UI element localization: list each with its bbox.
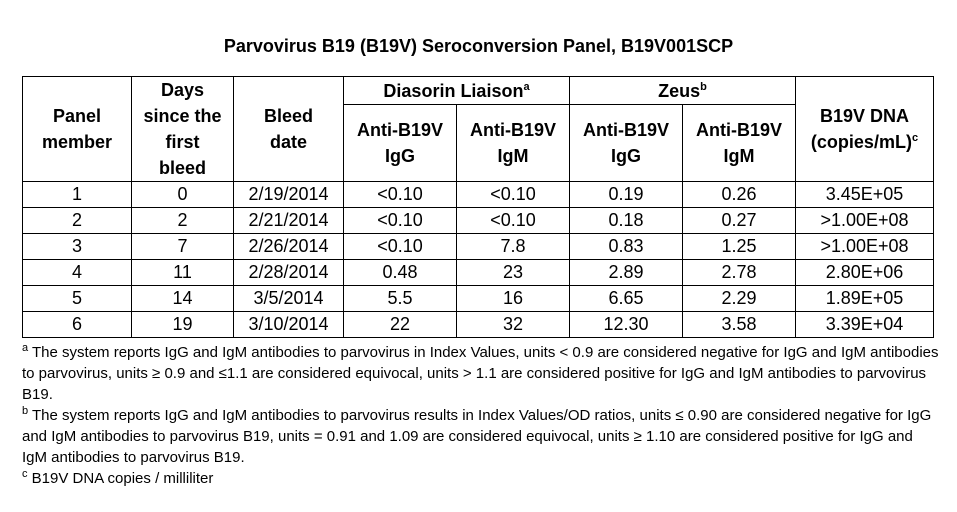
cell-bleed-date: 2/26/2014 (234, 234, 344, 260)
cell-diasorin-igg: <0.10 (344, 234, 457, 260)
footnotes (22, 342, 942, 489)
header-b19v-dna: B19V DNA (copies/mL)$^c$ (796, 77, 934, 182)
cell-dna: 3.39E+04 (796, 312, 934, 338)
cell-zeus-igm: 3.58 (683, 312, 796, 338)
table-row (23, 234, 934, 260)
cell-zeus-igm: 1.25 (683, 234, 796, 260)
cell-diasorin-igm: <0.10 (457, 182, 570, 208)
cell-diasorin-igg: 5.5 (344, 286, 457, 312)
page-title: Parvovirus B19 (B19V) Seroconversion Panel, B19V001SCP (223, 36, 734, 56)
cell-zeus-igg: 6.65 (570, 286, 683, 312)
header-zeus: Zeus$^b$ (570, 77, 796, 105)
cell-panel-member: 1 (23, 182, 132, 208)
cell-diasorin-igm: 7.8 (457, 234, 570, 260)
cell-zeus-igg: 12.30 (570, 312, 683, 338)
cell-diasorin-igm: 16 (457, 286, 570, 312)
cell-bleed-date: 3/10/2014 (234, 312, 344, 338)
seroconversion-table (22, 76, 934, 338)
cell-dna: >1.00E+08 (796, 208, 934, 234)
cell-dna: >1.00E+08 (796, 234, 934, 260)
cell-panel-member: 3 (23, 234, 132, 260)
header-diasorin-igm: Anti-B19V IgM (457, 105, 570, 182)
cell-panel-member: 2 (23, 208, 132, 234)
footnote-b: $^b$ The system reports IgG and IgM antibodies to parvovirus results in Index Values/OD ratios, units ≤ 0.90 are considered negative for IgG and IgM antibodies to parvovirus B19, units = 0.91 and 1.09 are considered equivocal, units ≥ 1.10 are considered positive for IgG and IgM antibodies to parvovirus B19. (22, 405, 932, 466)
cell-diasorin-igm: 32 (457, 312, 570, 338)
footnote-a: $^a$ The system reports IgG and IgM antibodies to parvovirus in Index Values, units < 0.9 are considered negative for IgG and IgM antibodies to parvovirus, units ≥ 0.9 and ≤1.1 are considered equivocal, units > 1.1 are considered positive for IgG and IgM antibodies to parvovirus B19. (22, 342, 939, 403)
cell-diasorin-igg: <0.10 (344, 182, 457, 208)
cell-zeus-igg: 0.19 (570, 182, 683, 208)
cell-zeus-igm: 0.26 (683, 182, 796, 208)
cell-bleed-date: 2/21/2014 (234, 208, 344, 234)
header-days: Days since the first bleed (132, 77, 234, 182)
table-row (23, 208, 934, 234)
header-diasorin-liaison: Diasorin Liaison$^a$ (344, 77, 570, 105)
table-row (23, 260, 934, 286)
cell-bleed-date: 2/19/2014 (234, 182, 344, 208)
cell-zeus-igg: 2.89 (570, 260, 683, 286)
cell-days: 11 (132, 260, 234, 286)
cell-dna: 1.89E+05 (796, 286, 934, 312)
cell-diasorin-igg: 0.48 (344, 260, 457, 286)
header-zeus-igg: Anti-B19V IgG (570, 105, 683, 182)
cell-days: 0 (132, 182, 234, 208)
cell-days: 19 (132, 312, 234, 338)
table-row (23, 182, 934, 208)
header-zeus-igm: Anti-B19V IgM (683, 105, 796, 182)
cell-zeus-igg: 0.83 (570, 234, 683, 260)
cell-diasorin-igm: <0.10 (457, 208, 570, 234)
header-panel-member: Panel member (23, 77, 132, 182)
cell-bleed-date: 3/5/2014 (234, 286, 344, 312)
cell-zeus-igm: 2.29 (683, 286, 796, 312)
cell-days: 7 (132, 234, 234, 260)
cell-zeus-igm: 0.27 (683, 208, 796, 234)
cell-bleed-date: 2/28/2014 (234, 260, 344, 286)
cell-days: 2 (132, 208, 234, 234)
cell-zeus-igm: 2.78 (683, 260, 796, 286)
footnote-c: $^c$ B19V DNA copies / milliliter (22, 468, 214, 487)
table-row (23, 286, 934, 312)
cell-dna: 3.45E+05 (796, 182, 934, 208)
header-bleed-date: Bleed date (234, 77, 344, 182)
cell-dna: 2.80E+06 (796, 260, 934, 286)
cell-days: 14 (132, 286, 234, 312)
cell-diasorin-igg: <0.10 (344, 208, 457, 234)
table-row (23, 312, 934, 338)
cell-panel-member: 6 (23, 312, 132, 338)
cell-panel-member: 5 (23, 286, 132, 312)
header-diasorin-igg: Anti-B19V IgG (344, 105, 457, 182)
cell-zeus-igg: 0.18 (570, 208, 683, 234)
cell-diasorin-igg: 22 (344, 312, 457, 338)
cell-panel-member: 4 (23, 260, 132, 286)
cell-diasorin-igm: 23 (457, 260, 570, 286)
